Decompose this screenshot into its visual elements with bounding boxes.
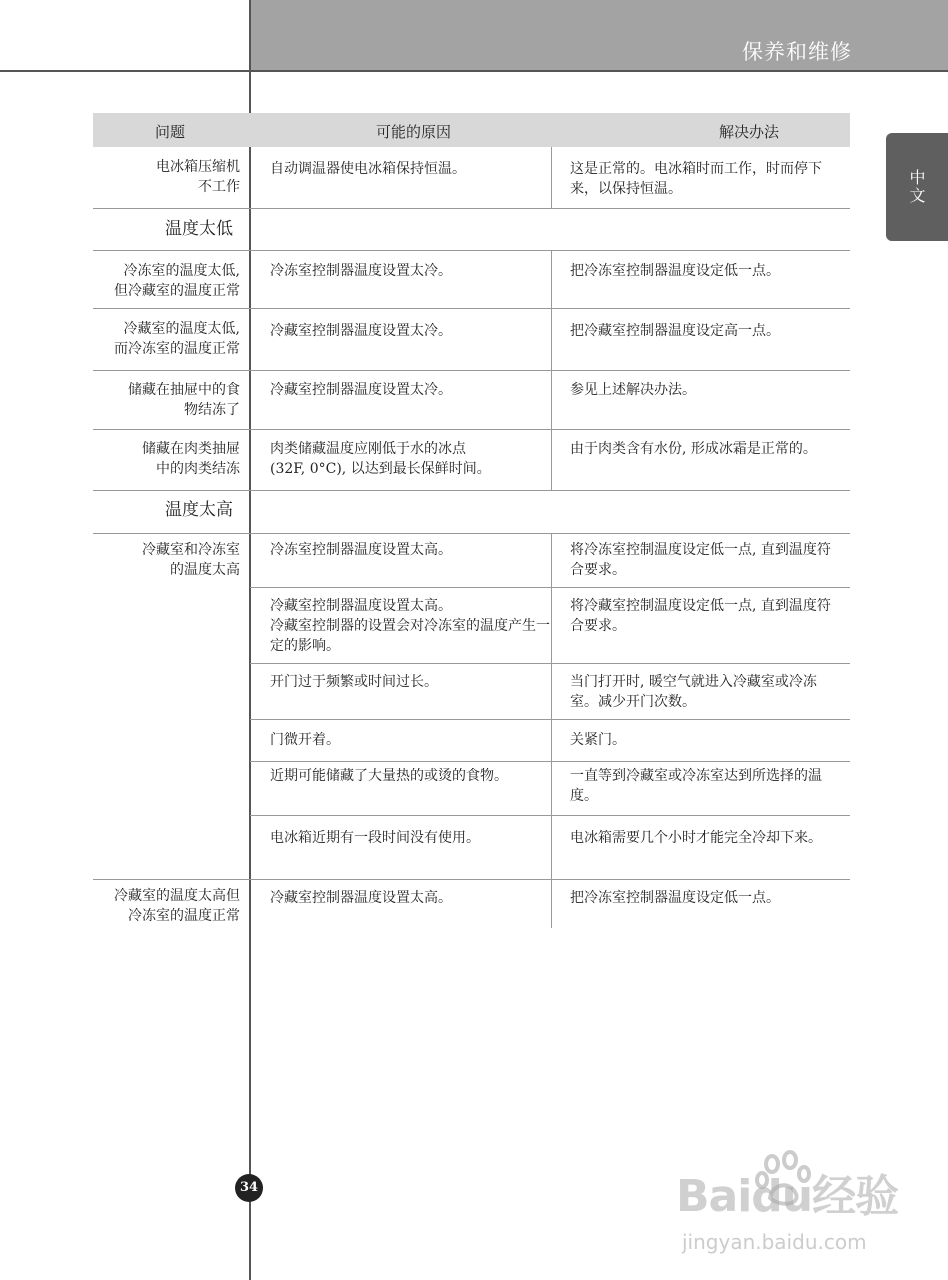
- problem-cell: 冷藏室的温度太高但 冷冻室的温度正常: [114, 888, 240, 924]
- solution-cell: 参见上述解决办法。: [570, 382, 696, 398]
- solution-cell: 一直等到冷藏室或冷冻室达到所选择的温度。: [570, 768, 822, 804]
- column-header-problem: 问题: [155, 123, 186, 141]
- cause-cell: 冷藏室控制器温度设置太高。: [270, 890, 452, 906]
- problem-cell: 冷冻室的温度太低, 但冷藏室的温度正常: [114, 263, 240, 299]
- solution-cell: 把冷冻室控制器温度设定低一点。: [570, 890, 780, 906]
- table-row: [93, 430, 850, 491]
- table-row: [93, 309, 850, 371]
- column-header-solution: 解决办法: [719, 123, 780, 141]
- cause-cell: 冷冻室控制器温度设置太冷。: [270, 263, 452, 279]
- cause-cell: 冷藏室控制器温度设置太高。 冷藏室控制器的设置会对冷冻室的温度产生一定的影响。: [270, 598, 550, 654]
- solution-cell: 将冷藏室控制温度设定低一点, 直到温度符合要求。: [570, 598, 831, 634]
- table-row: [93, 147, 850, 209]
- problem-cell: 电冰箱压缩机 不工作: [156, 159, 240, 195]
- table-row: [93, 588, 850, 664]
- page-section-title: 保养和维修: [742, 40, 852, 64]
- table-row: [93, 534, 850, 588]
- solution-cell: 当门打开时, 暖空气就进入冷藏室或冷冻室。减少开门次数。: [570, 674, 817, 710]
- table-section-row: [93, 209, 850, 251]
- problem-cell: 冷藏室的温度太低, 而冷冻室的温度正常: [114, 321, 240, 357]
- table-row: [93, 720, 850, 762]
- watermark-url: jingyan.baidu.com: [682, 1230, 867, 1254]
- section-heading: 温度太高: [165, 500, 233, 520]
- solution-cell: 将冷冻室控制温度设定低一点, 直到温度符合要求。: [570, 542, 831, 578]
- cause-cell: 近期可能储藏了大量热的或烫的食物。: [270, 768, 508, 784]
- table-row: [93, 251, 850, 309]
- solution-cell: 把冷藏室控制器温度设定高一点。: [570, 323, 780, 339]
- cause-cell: 冷藏室控制器温度设置太冷。: [270, 382, 452, 398]
- section-heading: 温度太低: [165, 219, 233, 239]
- cause-cell: 冷藏室控制器温度设置太冷。: [270, 323, 452, 339]
- solution-cell: 由于肉类含有水份, 形成冰霜是正常的。: [570, 441, 817, 457]
- table-section-row: [93, 491, 850, 534]
- language-tab: [886, 133, 948, 241]
- solution-cell: 把冷冻室控制器温度设定低一点。: [570, 263, 780, 279]
- cause-cell: 自动调温器使电冰箱保持恒温。: [270, 161, 466, 177]
- table-row: [93, 880, 850, 928]
- column-header-cause: 可能的原因: [376, 123, 452, 141]
- table-row: [93, 816, 850, 880]
- header-divider: [0, 70, 948, 72]
- cause-cell: 肉类储藏温度应刚低于水的冰点 (32F, 0°C), 以达到最长保鲜时间。: [270, 441, 491, 477]
- cause-cell: 冷冻室控制器温度设置太高。: [270, 542, 452, 558]
- problem-cell: 储藏在肉类抽屉 中的肉类结冻: [142, 441, 240, 477]
- solution-cell: 电冰箱需要几个小时才能完全冷却下来。: [570, 830, 822, 846]
- problem-cell: 储藏在抽屉中的食 物结冻了: [128, 382, 240, 418]
- cause-cell: 门微开着。: [270, 732, 340, 748]
- watermark-logo: Baidu经验: [676, 1171, 899, 1222]
- solution-cell: 关紧门。: [570, 732, 626, 748]
- language-tab-label: 中文: [907, 169, 926, 205]
- table-header: [93, 113, 850, 147]
- table-row: [93, 664, 850, 720]
- problem-cell: 冷藏室和冷冻室 的温度太高: [142, 542, 240, 578]
- table-row: [93, 762, 850, 816]
- watermark: [676, 1150, 906, 1265]
- page-number: 34: [235, 1174, 263, 1202]
- cause-cell: 电冰箱近期有一段时间没有使用。: [270, 830, 480, 846]
- solution-cell: 这是正常的。电冰箱时而工作，时而停下来，以保持恒温。: [570, 161, 822, 197]
- table-row: [93, 371, 850, 430]
- cause-cell: 开门过于频繁或时间过长。: [270, 674, 438, 690]
